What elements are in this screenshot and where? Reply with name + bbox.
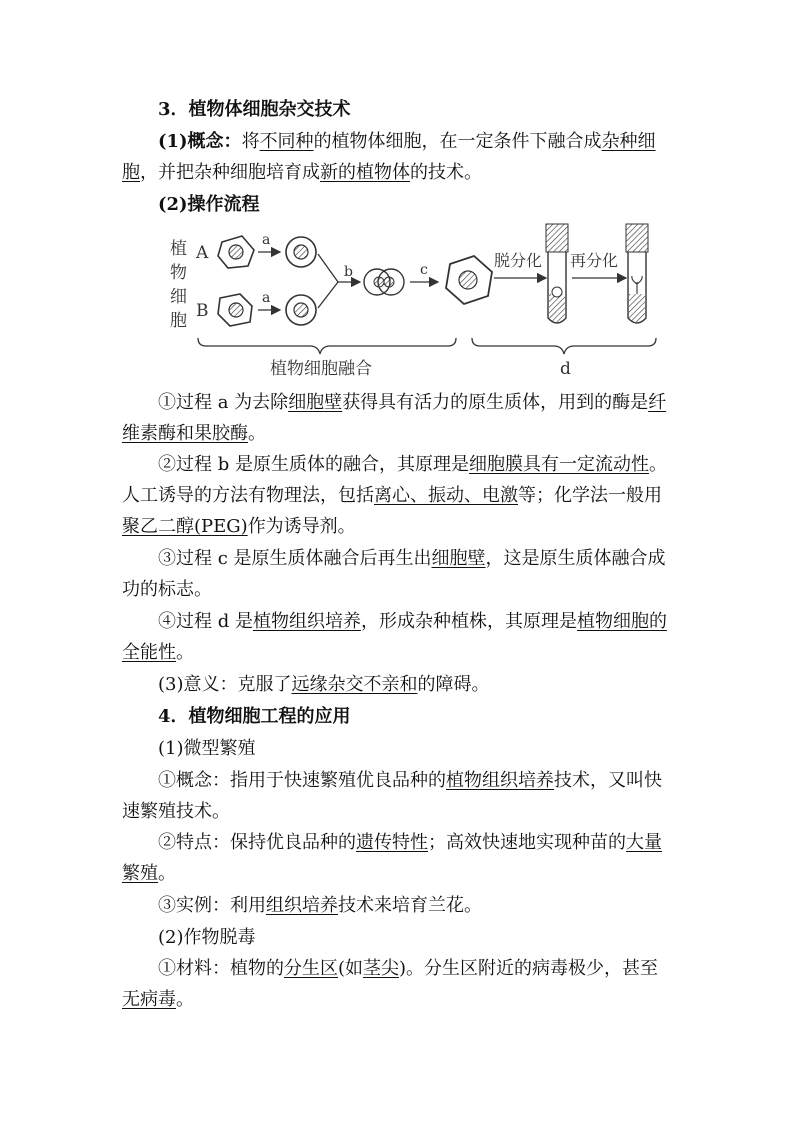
s1p2-line-2: 繁殖。	[122, 863, 176, 884]
answer-blank: 杂种细	[601, 131, 656, 152]
s1p3-line: ③实例：利用组织培养技术来培育兰花。	[158, 895, 482, 916]
tube-2-medium	[629, 294, 645, 322]
concept-line-2	[122, 161, 682, 185]
p1-line-1: ①过程 a 为去除细胞壁获得具有活力的原生质体，用到的酶是纤	[158, 392, 667, 413]
answer-blank: 细胞壁	[288, 392, 343, 413]
fusion-process-diagram	[170, 222, 660, 382]
step-a-top: a	[262, 232, 271, 248]
sub2-label: (2)作物脱毒	[158, 927, 256, 948]
fusing-nucleus-left	[374, 277, 384, 287]
concept-label: (1)概念：	[158, 131, 242, 152]
p3-line-2: 功的标志。	[122, 579, 212, 600]
seedling	[632, 276, 642, 294]
p4-line-2: 全能性。	[122, 642, 194, 663]
answer-blank: 细胞膜具有一定流动性	[468, 454, 649, 475]
step-a-bottom: a	[262, 290, 271, 306]
answer-blank: 全能性	[122, 642, 176, 663]
answer-blank: 组织培养	[266, 895, 338, 916]
answer-blank: 远缘杂交不亲和	[291, 674, 418, 695]
merge-line-bottom	[318, 282, 338, 308]
cell-b-label: B	[196, 301, 209, 321]
fusing-nucleus-right	[384, 277, 394, 287]
protoplast-b-nucleus	[294, 303, 308, 317]
text: 的技术。	[410, 162, 482, 183]
answer-blank: 新的植物体	[320, 162, 410, 183]
s2p1-line-1: ①材料：植物的分生区(如茎尖)。分生区附近的病毒极少，甚至	[158, 958, 659, 979]
cell-a-label: A	[196, 243, 209, 263]
answer-blank: 繁殖	[122, 863, 158, 884]
nucleus-b	[229, 303, 243, 317]
p3-line-1: ③过程 c 是原生质体融合后再生出细胞壁，这是原生质体融合成	[158, 548, 666, 569]
tube-1-plug	[546, 224, 568, 252]
step-d-label: d	[560, 359, 571, 379]
p2-line-2: 人工诱导的方法有物理法，包括离心、振动、电激等；化学法一般用	[122, 485, 662, 506]
s1p2-line-1: ②特点：保持优良品种的遗传特性；高效快速地实现种苗的大量	[158, 832, 662, 853]
answer-blank: 大量	[626, 832, 662, 853]
merge-line-top	[318, 254, 338, 282]
s1p1-line-1: ①概念：指用于快速繁殖优良品种的植物组织培养技术，又叫快	[158, 770, 662, 791]
p4-line-1: ④过程 d 是植物组织培养，形成杂种植株，其原理是植物细胞的	[158, 611, 667, 632]
answer-blank: 离心、振动、电激	[374, 485, 518, 506]
answer-blank: 茎尖	[363, 958, 400, 979]
concept-line-1	[158, 130, 718, 154]
answer-blank: 细胞壁	[431, 548, 486, 569]
s2p1-line-2: 无病毒。	[122, 989, 194, 1010]
tube-2-plug	[626, 224, 648, 252]
answer-blank: 植物组织培养	[252, 611, 361, 632]
sub1-label: (1)微型繁殖	[158, 738, 256, 759]
nucleus-a	[229, 245, 243, 259]
answer-blank: 植物细胞的	[576, 611, 667, 632]
answer-blank: 植物组织培养	[446, 770, 554, 791]
text: ，并把杂种细胞培育成	[140, 162, 320, 183]
protoplast-a-nucleus	[294, 245, 308, 259]
s1p1-line-2: 速繁殖技术。	[122, 801, 230, 822]
answer-blank: 聚乙二醇(PEG)	[122, 516, 248, 537]
brace-fusion	[198, 338, 456, 354]
callus	[552, 287, 562, 297]
text: 将	[241, 131, 260, 152]
brace-d	[472, 338, 656, 354]
p1-line-2: 维素酶和果胶酶。	[122, 423, 266, 444]
side-label-2: 物	[170, 263, 187, 283]
p2-line-1: ②过程 b 是原生质体的融合，其原理是细胞膜具有一定流动性。	[158, 454, 667, 475]
answer-blank: 维素酶和果胶酶	[122, 423, 248, 444]
section-4-title: 4．植物细胞工程的应用	[158, 706, 351, 727]
answer-blank: 遗传特性	[356, 832, 428, 853]
answer-blank: 胞	[122, 162, 140, 183]
step-c: c	[420, 262, 428, 278]
tube-1-medium	[549, 294, 565, 322]
section-3-title: 3．植物体细胞杂交技术	[158, 99, 351, 120]
answer-blank: 纤	[648, 392, 667, 413]
side-label-4: 胞	[170, 311, 187, 331]
answer-blank: 无病毒	[122, 989, 176, 1010]
answer-blank: 不同种	[259, 131, 314, 152]
text: 的植物体细胞，在一定条件下融合成	[313, 131, 602, 152]
fusion-label: 植物细胞融合	[270, 359, 372, 379]
meaning-line: (3)意义：克服了远缘杂交不亲和的障碍。	[158, 674, 490, 695]
p2-line-3: 聚乙二醇(PEG)作为诱导剂。	[122, 516, 356, 537]
rediff-label: 再分化	[570, 251, 619, 270]
hybrid-nucleus	[459, 271, 477, 289]
side-label-3: 细	[170, 287, 187, 307]
step-b: b	[344, 264, 353, 280]
process-label: (2)操作流程	[158, 194, 260, 215]
answer-blank: 分生区	[284, 958, 338, 979]
side-label-1: 植	[170, 239, 187, 259]
dediff-label: 脱分化	[494, 251, 543, 270]
